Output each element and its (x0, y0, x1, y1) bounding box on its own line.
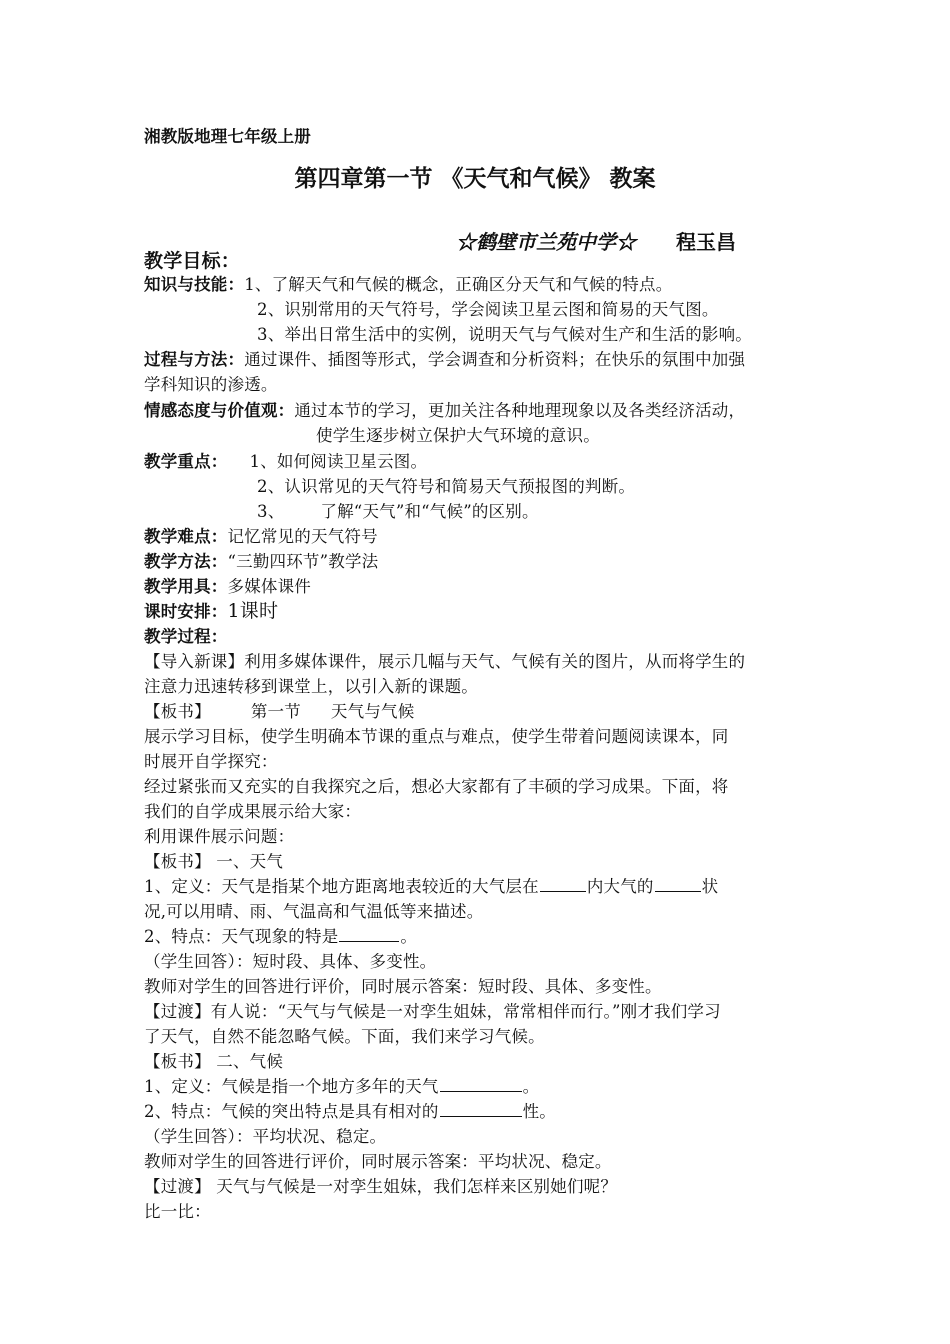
time-text: 1课时 (227, 600, 279, 622)
blank-underline (339, 927, 399, 942)
process-heading: 教学过程： (144, 627, 228, 646)
method-label: 教学方法： (144, 552, 228, 571)
after-line-1: 经过紧张而又充实的自我探究之后，想必大家都有了丰硕的学习成果。下面，将 (144, 777, 729, 796)
board-1-label: 【板书】 (144, 702, 211, 721)
tools-text: 多媒体课件 (227, 577, 311, 596)
weather-def-text-b: 内大气的 (586, 877, 654, 896)
climate-feature-line (144, 1101, 556, 1123)
page-title: 第四章第一节 《天气和气候》 教案 (294, 166, 656, 192)
weather-feature-text-a: 2、特点：天气现象的特是 (144, 927, 339, 946)
author-line (456, 226, 736, 255)
keypoints-item-1: 1、如何阅读卫星云图。 (249, 452, 428, 471)
climate-feature-text-a: 2、特点：气候的突出特点是具有相对的 (144, 1102, 439, 1121)
compare-line: 比一比： (144, 1202, 211, 1221)
keypoints-item-2: 2、认识常见的天气符号和简易天气预报图的判断。 (257, 477, 636, 496)
method-line (144, 551, 378, 573)
board-1-title: 天气与气候 (330, 702, 415, 721)
keypoints-item-3-num: 3、 (257, 502, 285, 521)
knowledge-label: 知识与技能： (144, 275, 245, 294)
show-line-2: 时展开自学探究： (144, 752, 278, 771)
blank-underline (540, 877, 586, 892)
blank-underline (440, 1102, 522, 1117)
weather-definition-line-1 (144, 876, 718, 898)
tools-line (144, 576, 311, 598)
weather-feature-line (144, 926, 417, 948)
after-line-2: 我们的自学成果展示给大家： (144, 802, 362, 821)
weather-answer: （学生回答）：短时段、具体、多变性。 (144, 952, 437, 971)
climate-def-text-b: 。 (522, 1077, 540, 1096)
author-name: 程玉昌 (676, 230, 736, 254)
time-label: 课时安排： (144, 602, 228, 621)
climate-evaluation: 教师对学生的回答进行评价，同时展示答案：平均状况、稳定。 (144, 1152, 612, 1171)
transition-line-3: 【过渡】 天气与气候是一对孪生姐妹，我们怎样来区别她们呢？ (144, 1177, 618, 1196)
school-name: ☆鹤壁市兰苑中学☆ (456, 230, 636, 254)
knowledge-item-1: 1、了解天气和气候的概念，正确区分天气和气候的特点。 (244, 275, 673, 294)
emotion-label: 情感态度与价值观： (144, 401, 295, 420)
time-line (144, 600, 278, 623)
goals-heading: 教学目标： (144, 250, 241, 272)
keypoints-item-3 (257, 501, 539, 523)
climate-def-text-a: 1、定义：气候是指一个地方多年的天气 (144, 1077, 439, 1096)
process-text-1: 通过课件、插图等形式，学会调查和分析资料；在快乐的氛围中加强 (244, 350, 746, 369)
method-text: “三勤四环节”教学法 (227, 552, 379, 571)
weather-def-text-a: 1、定义：天气是指某个地方距离地表较近的大气层在 (144, 877, 539, 896)
board-1 (144, 701, 414, 723)
knowledge-line-1 (144, 274, 672, 296)
weather-definition-line-2: 况,可以用晴、雨、气温高和气温低等来描述。 (144, 902, 484, 921)
climate-answer: （学生回答）：平均状况、稳定。 (144, 1127, 387, 1146)
keypoints-label: 教学重点： (144, 452, 228, 471)
weather-def-text-c: 状 (701, 877, 719, 896)
difficulty-label: 教学难点： (144, 527, 228, 546)
keypoints-line-1 (144, 451, 427, 473)
board-2: 【板书】 一、天气 (144, 852, 284, 871)
process-label: 过程与方法： (144, 350, 245, 369)
climate-definition-line (144, 1076, 539, 1098)
process-text-2: 学科知识的渗透。 (144, 375, 278, 394)
show-line-1: 展示学习目标，使学生明确本节课的重点与难点，使学生带着问题阅读课本，同 (144, 727, 729, 746)
emotion-line-1 (144, 400, 745, 422)
tools-label: 教学用具： (144, 577, 228, 596)
keypoints-item-3-text: 了解“天气”和“气候”的区别。 (320, 502, 539, 521)
blank-underline (440, 1077, 522, 1092)
blank-underline (655, 877, 701, 892)
intro-line-1: 【导入新课】利用多媒体课件，展示几幅与天气、气候有关的图片，从而将学生的 (144, 652, 746, 671)
emotion-text-1: 通过本节的学习，更加关注各种地理现象以及各类经济活动， (294, 401, 746, 420)
difficulty-line (144, 526, 378, 548)
board-3: 【板书】 二、气候 (144, 1052, 284, 1071)
courseware-line: 利用课件展示问题： (144, 827, 295, 846)
transition-line-2: 了天气，自然不能忽略气候。下面，我们来学习气候。 (144, 1027, 545, 1046)
knowledge-item-2: 2、识别常用的天气符号，学会阅读卫星云图和简易的天气图。 (257, 300, 719, 319)
process-line-1 (144, 349, 745, 371)
board-1-section: 第一节 (250, 702, 301, 721)
knowledge-item-3: 3、举出日常生活中的实例，说明天气与气候对生产和生活的影响。 (257, 325, 752, 344)
weather-evaluation: 教师对学生的回答进行评价，同时展示答案：短时段、具体、多变性。 (144, 977, 662, 996)
weather-feature-text-b: 。 (400, 927, 418, 946)
series-label: 湘教版地理七年级上册 (144, 127, 311, 146)
emotion-text-2: 使学生逐步树立保护大气环境的意识。 (316, 426, 600, 445)
transition-line-1: 【过渡】有人说：“天气与气候是一对孪生姐妹，常常相伴而行。”刚才我们学习 (144, 1002, 721, 1021)
intro-line-2: 注意力迅速转移到课堂上，以引入新的课题。 (144, 677, 478, 696)
difficulty-text: 记忆常见的天气符号 (227, 527, 378, 546)
climate-feature-text-b: 性。 (522, 1102, 557, 1121)
